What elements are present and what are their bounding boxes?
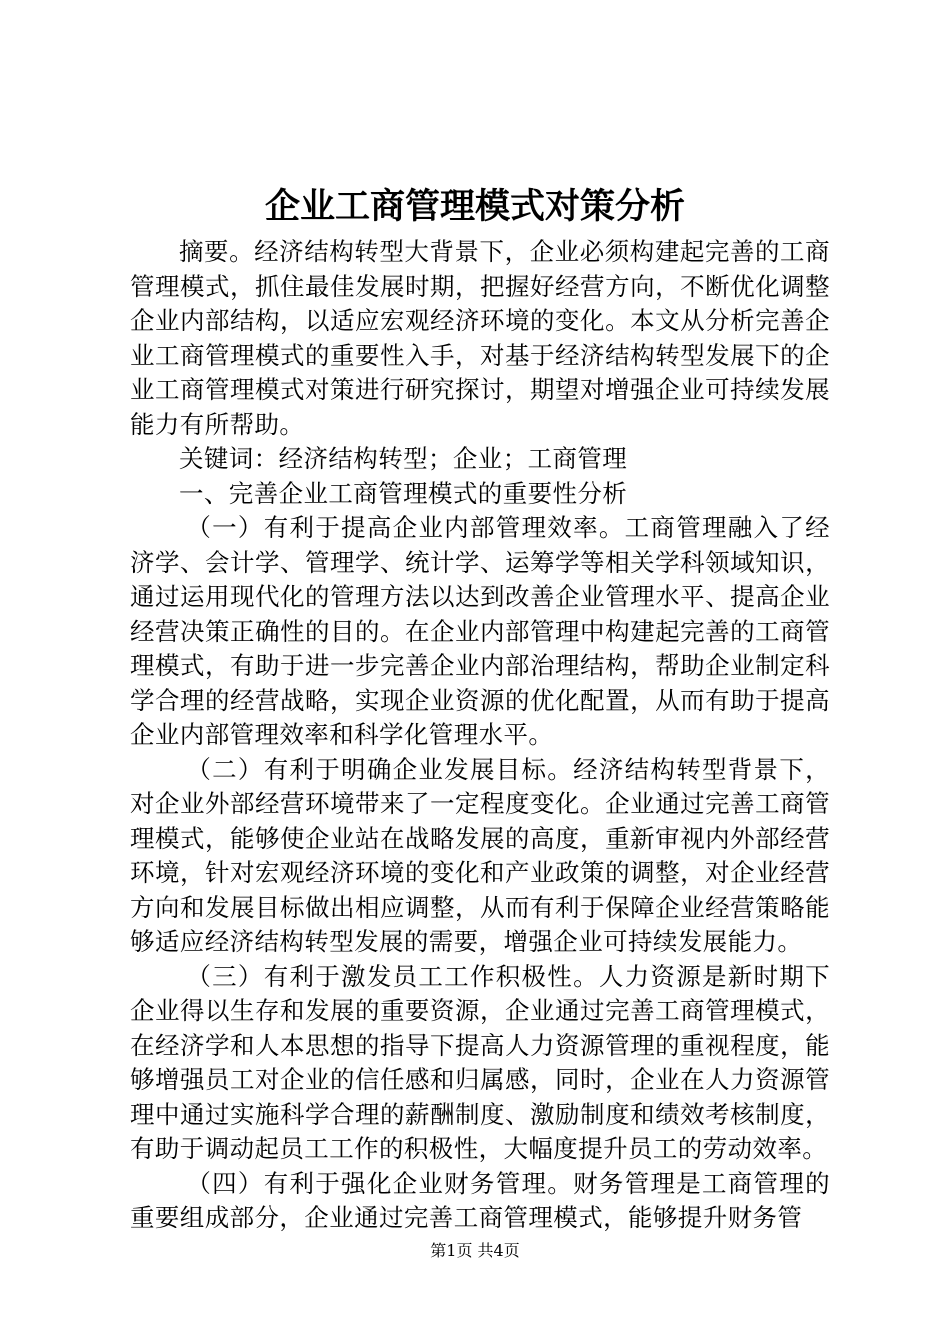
body-paragraph: （四）有利于强化企业财务管理。财务管理是工商管理的重要组成部分，企业通过完善工商管理模式，能够提升财务管 bbox=[130, 1168, 830, 1232]
document-body bbox=[130, 235, 830, 1236]
abstract-paragraph: 摘要。经济结构转型大背景下，企业必须构建起完善的工商管理模式，抓住最佳发展时期，把握好经营方向，不断优化调整企业内部结构，以适应宏观经济环境的变化。本文从分析完善企业工商管理模式的重要性入手，对基于经济结构转型发展下的企业工商管理模式对策进行研究探讨，期望对增强企业可持续发展能力有所帮助。 bbox=[130, 237, 830, 439]
page-footer: 第1页 共4页 bbox=[430, 1241, 520, 1260]
body-paragraph: （一）有利于提高企业内部管理效率。工商管理融入了经济学、会计学、管理学、统计学、运筹学等相关学科领域知识，通过运用现代化的管理方法以达到改善企业管理水平、提高企业经营决策正确性的目的。在企业内部管理中构建起完善的工商管理模式，有助于进一步完善企业内部治理结构，帮助企业制定科学合理的经营战略，实现企业资源的优化配置，从而有助于提高企业内部管理效率和科学化管理水平。 bbox=[130, 513, 830, 749]
keywords-paragraph: 关键词：经济结构转型；企业；工商管理 bbox=[179, 444, 628, 473]
section-heading: 一、完善企业工商管理模式的重要性分析 bbox=[179, 478, 628, 508]
body-paragraph: （二）有利于明确企业发展目标。经济结构转型背景下，对企业外部经营环境带来了一定程度变化。企业通过完善工商管理模式，能够使企业站在战略发展的高度，重新审视内外部经营环境，针对宏观经济环境的变化和产业政策的调整，对企业经营方向和发展目标做出相应调整，从而有利于保障企业经营策略能够适应经济结构转型发展的需要，增强企业可持续发展能力。 bbox=[130, 754, 830, 956]
body-paragraph: （三）有利于激发员工工作积极性。人力资源是新时期下企业得以生存和发展的重要资源，企业通过完善工商管理模式，在经济学和人本思想的指导下提高人力资源管理的重视程度，能够增强员工对企业的信任感和归属感，同时，企业在人力资源管理中通过实施科学合理的薪酬制度、激励制度和绩效考核制度，有助于调动起员工工作的积极性，大幅度提升员工的劳动效率。 bbox=[130, 961, 830, 1163]
document-title: 企业工商管理模式对策分析 bbox=[264, 186, 685, 227]
